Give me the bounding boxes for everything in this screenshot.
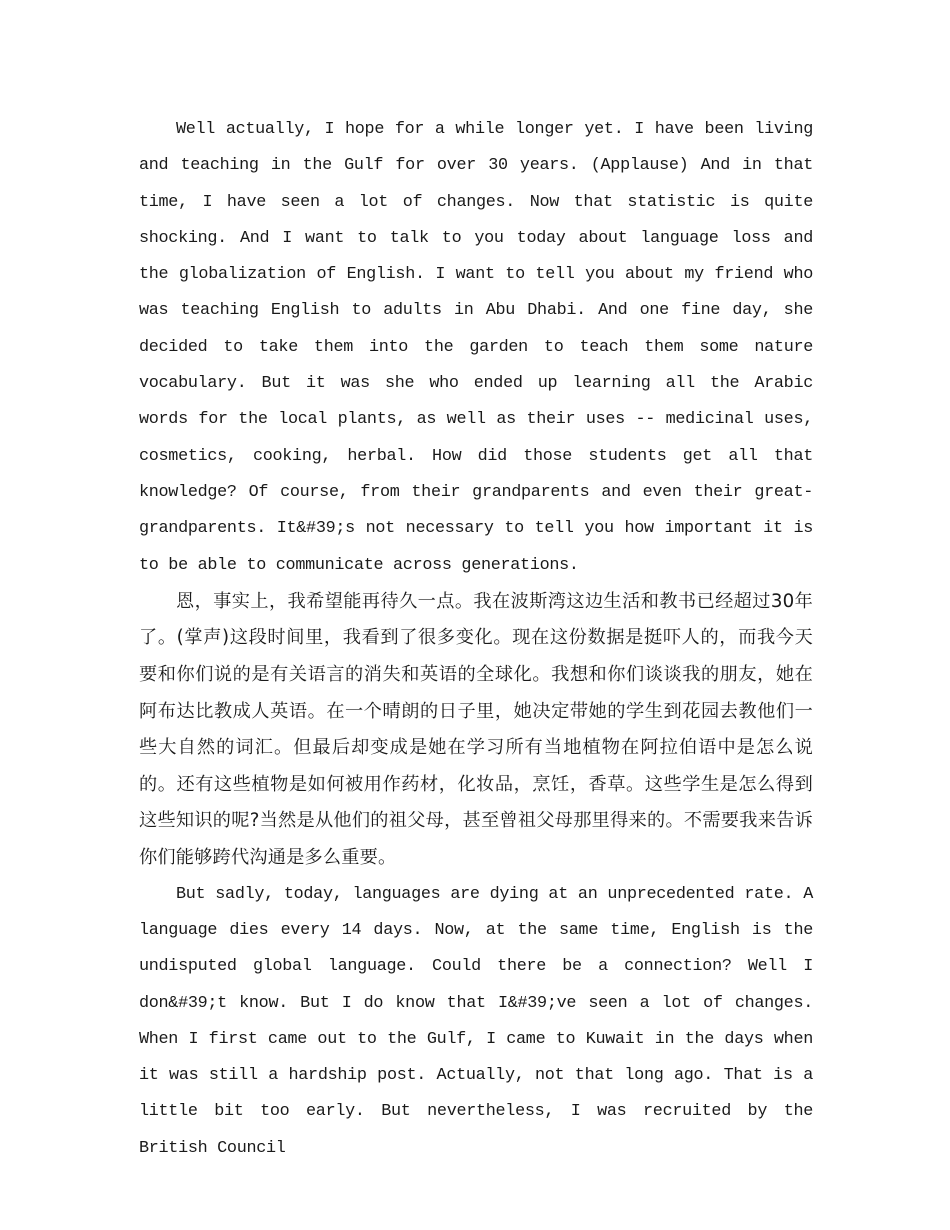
paragraph-english-1: Well actually, I hope for a while longer yet. I have been living and teaching in the Gulf for over 30 years. (Applause) And in that time, I have seen a lot of changes. Now that statistic is quite shocking. And I want to talk to you today about language loss and the globalization of English. I want to tell you about my friend who was teaching English to adults in Abu Dhabi. And one fine day, she decided to take them into the garden to teach them some nature vocabulary. But it was she who ended up learning all the Arabic words for the local plants, as well as their uses -- medicinal uses, cosmetics, cooking, herbal. How did those students get all that knowledge? Of course, from their grandparents and even their great-grandparents. It&#39;s not necessary to tell you how important it is to be able to communicate across generations. xyxy=(139,120,813,575)
document-body xyxy=(139,112,813,1167)
paragraph-english-2: But sadly, today, languages are dying at an unprecedented rate. A language dies every 14 days. Now, at the same time, English is the undisputed global language. Could there be a connection? Well I don&#39;t know. But I do know that I&#39;ve seen a lot of changes. When I first came out to the Gulf, I came to Kuwait in the days when it was still a hardship post. Actually, not that long ago. That is a little bit too early. But nevertheless, I was recruited by the British Council xyxy=(139,884,813,1158)
paragraph-chinese-translation: 恩，事实上，我希望能再待久一点。我在波斯湾这边生活和教书已经超过30年了。(掌声)这段时间里，我看到了很多变化。现在这份数据是挺吓人的，而我今天要和你们说的是有关语言的消失和英语的全球化。我想和你们谈谈我的朋友，她在阿布达比教成人英语。在一个晴朗的日子里，她决定带她的学生到花园去教他们一些大自然的词汇。但最后却变成是她在学习所有当地植物在阿拉伯语中是怎么说的。还有这些植物是如何被用作药材，化妆品，烹饪，香草。这些学生是怎么得到这些知识的呢?当然是从他们的祖父母，甚至曾祖父母那里得来的。不需要我来告诉你们能够跨代沟通是多么重要。 xyxy=(139,590,813,869)
